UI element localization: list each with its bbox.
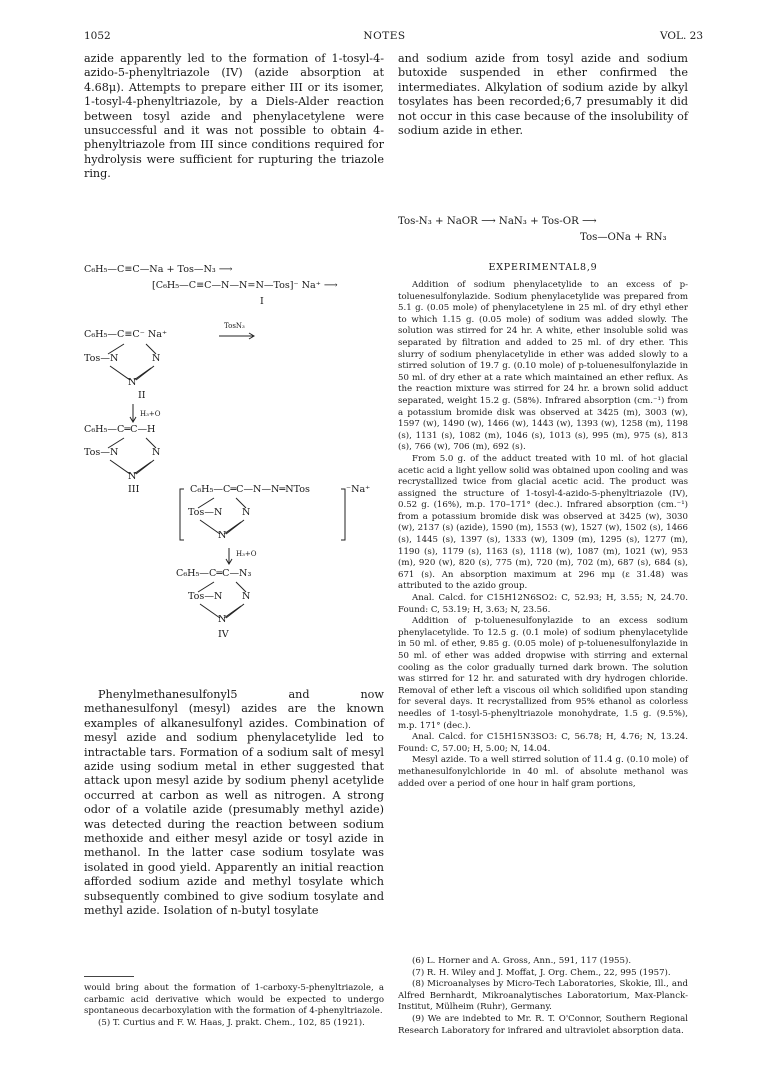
bracket-left <box>180 489 184 540</box>
right-footnotes <box>398 956 688 1037</box>
compound-label-i: I <box>260 296 264 307</box>
ring3-tos-n: Tos—N <box>84 447 119 458</box>
analysis-1: Anal. Calcd. for C15H12N6SO2: C, 52.93; H, 3.55; N, 24.70. Found: C, 53.19; H, 3.63; N, 23.56. <box>398 593 688 615</box>
left-intro <box>84 52 384 182</box>
footnote-rule <box>84 976 134 977</box>
compound-label-iii: III <box>128 484 140 495</box>
ring-b-bond-e <box>224 522 241 534</box>
reaction-scheme <box>84 262 384 667</box>
ring4-bond-c <box>200 604 220 618</box>
hydronium-reagent-1: H₃+O <box>140 410 161 418</box>
ring4-bond-d <box>226 604 244 618</box>
page-number: 1052 <box>84 30 111 42</box>
azido-phenyl-vinyl: C₆H₅—C═C—N₃ <box>176 568 252 579</box>
experimental-paragraph-4: Mesyl azide. To a well stirred solution of 11.4 g. (0.10 mole) of methanesulfonylchloride in 40 ml. of absolute methanol was added over a period of one hour in half gram portions, <box>398 755 688 789</box>
right-intro <box>398 52 688 138</box>
ring2-bond-c <box>110 366 130 380</box>
compound-label-ii: II <box>138 390 146 401</box>
tosn3-reagent: TosN₃ <box>224 322 245 330</box>
sodium-phenylacetylide: C₆H₅—C≡C⁻ Na⁺ <box>84 329 168 340</box>
ring2-bond-e <box>134 368 151 380</box>
mesyl-paragraph: Phenylmethanesulfonyl5 and now methanesulfonyl (mesyl) azides are the known examples of alkanesulfonyl azides. Combination of mesyl azide and sodium phenylacetylide led to intractable tars. Formation of a sodium salt of mesyl azide using sodium metal in ether suggested that attack upon mesyl azide by sodium phenyl acetylide occurred at carbon as well as nitrogen. A strong odor of a volatile azide (presumably methyl azide) was detected during the reaction between sodium methoxide and either mesyl azide or tosyl azide in methanol. In the latter case sodium tosylate was isolated in good yield. Apparently an initial reaction afforded sodium azide and methyl tosylate which subsequently combined to give sodium tosylate and methyl azide. Isolation of n-butyl tosylate <box>84 688 384 918</box>
ring2-n-bottom: N <box>128 377 137 388</box>
experimental-heading: EXPERIMENTAL8,9 <box>488 262 598 273</box>
footnote-9: (9) We are indebted to Mr. R. T. O'Connor, Southern Regional Research Laboratory for infrared and ultraviolet absorption data. <box>398 1013 688 1036</box>
ring-b-tos-n: Tos—N <box>188 507 223 518</box>
volume-label: VOL. 23 <box>659 30 703 42</box>
ring-b-n: N <box>242 507 251 518</box>
analysis-2: Anal. Calcd. for C15H15N3SO3: C, 56.78; H, 4.76; N, 13.24. Found: C, 57.00; H, 5.00; N, 14.04. <box>398 732 688 754</box>
ring-b-bond-d <box>226 520 244 534</box>
left-footnotes <box>84 970 384 1029</box>
footnote-6: (6) L. Horner and A. Gross, Ann., 591, 117 (1955). <box>412 956 632 966</box>
ring3-n: N <box>152 447 161 458</box>
left-intro-paragraph: azide apparently led to the formation of 1-tosyl-4-azido-5-phenyltriazole (IV) (azide absorption at 4.68μ). Attempts to prepare either III or its isomer, 1-tosyl-4-phenyltriazole, by a Diels-Alder reaction between tosyl azide and phenylacetylene were unsuccessful and it was not possible to obtain 4-phenyltriazole from III since conditions required for hydrolysis were sufficient for rupturing the triazole ring. <box>84 52 384 181</box>
bracket-charge: ⁻Na⁺ <box>346 484 371 495</box>
experimental-paragraph-1: Addition of sodium phenylacetylide to an excess of p-toluenesulfonylazide. Sodium phenylacetylide was prepared from 5.1 g. (0.05 mole) of phenylacetylene in 25 ml. of dry ethyl ether to which 1.15 g. (0.05 mole) of sodium was added slowly. The solution was stirred for 24 hr. A white, ether insoluble solid was separated by filtration and added to 25 ml. of dry ether. This slurry of sodium phenylacetylide in ether was added slowly to a stirred solution of 19.7 g. (0.10 mole) of p-toluenesulfonylazide in 50 ml. of dry ether at a rate which maintained an ether reflux. As the reaction mixture was stirred for 24 hr. a brown solid adduct separated, weight 15.2 g. (58%). Infrared absorption (cm.⁻¹) from a potassium bromide disk was observed at 3425 (m), 3003 (w), 1597 (w), 1490 (w), 1466 (w), 1443 (w), 1393 (w), 1258 (m), 1198 (s), 1131 (s), 1082 (m), 1046 (s), 1013 (s), 995 (m), 975 (s), 813 (s), 766 (w), 706 (m), 692 (s). <box>398 280 688 453</box>
equation-line-2: Tos—ONa + RN₃ <box>580 232 667 243</box>
hydronium-reagent-2: H₃+O <box>236 550 257 558</box>
ring4-n: N <box>242 591 251 602</box>
scheme-line-2: [C₆H₅—C≡C—N—N=N—Tos]⁻ Na⁺ ⟶ <box>152 280 338 291</box>
ring3-bond-e <box>134 462 151 474</box>
ring2-n: N <box>152 353 161 364</box>
bracket-right <box>341 489 345 540</box>
ring4-bond-e <box>224 606 241 618</box>
running-head: NOTES <box>363 30 406 42</box>
experimental-section <box>398 280 688 790</box>
scheme-line-1: C₆H₅—C≡C—Na + Tos—N₃ ⟶ <box>84 264 233 275</box>
footnote-8: (8) Microanalyses by Micro-Tech Laboratories, Skokie, Ill., and Alfred Bernhardt, Mikroanalytisches Laboratorium, Max-Planck-Institut, Mülheim (Ruhr), Germany. <box>398 979 688 1013</box>
ring4-tos-n: Tos—N <box>188 591 223 602</box>
footnote-5: (5) T. Curtius and F. W. Haas, J. prakt. Chem., 102, 85 (1921). <box>98 1017 365 1028</box>
equation-line-1: Tos-N₃ + NaOR ⟶ NaN₃ + Tos-OR ⟶ <box>398 216 597 227</box>
phenyl-vinyl-h: C₆H₅—C═C—H <box>84 424 156 435</box>
ring2-tos-n: Tos—N <box>84 353 119 364</box>
footnote-7: (7) R. H. Wiley and J. Moffat, J. Org. Chem., 22, 995 (1957). <box>412 967 671 978</box>
right-intro-paragraph: and sodium azide from tosyl azide and sodium butoxide suspended in ether confirmed the intermediates. Alkylation of sodium azide by alkyl tosylates has been recorded;6,7 presumably it did not occur in this case because of the insolubility of sodium azide in ether. <box>398 52 688 138</box>
ring3-n-bottom: N <box>128 471 137 482</box>
ring3-bond-c <box>110 460 130 474</box>
ring2-bond-d <box>136 366 154 380</box>
mesyl-section <box>84 688 384 919</box>
experimental-paragraph-3: Addition of p-toluenesulfonylazide to an excess sodium phenylacetylide. To 12.5 g. (0.1 mole) of sodium phenylacetylide in 50 ml. of ether, 9.85 g. (0.05 mole) of p-toluenesulfonylazide in 50 ml. of ether was added dropwise with stirring and external cooling as the color gradually turned dark brown. The solution was stirred for 12 hr. and saturated with dry hydrogen chloride. Removal of ether left a viscous oil which solidified upon standing for several days. It recrystallized from 95% ethanol as colorless needles of 1-tosyl-5-phenyltriazole monohydrate, 1.5 g. (9.5%), m.p. 171° (dec.). <box>398 616 688 731</box>
ring-b-n-bottom: N <box>218 530 227 541</box>
bracket-formula: C₆H₅—C═C—N—N═NTos <box>190 484 310 495</box>
ring3-bond-d <box>136 460 154 474</box>
ring4-n-bottom: N <box>218 614 227 625</box>
footnote-continued: would bring about the formation of 1-carboxy-5-phenyltriazole, a carbamic acid derivative which would be expected to undergo spontaneous decarboxylation with the formation of 4-phenyltriazole. <box>84 983 384 1017</box>
compound-label-iv: IV <box>218 629 229 640</box>
experimental-paragraph-2: From 5.0 g. of the adduct treated with 10 ml. of hot glacial acetic acid a light yellow solid was obtained upon cooling and was recrystallized twice from glacial acetic acid. The product was assigned the structure of 1-tosyl-4-azido-5-phenyltriazole (IV), 0.52 g. (16%), m.p. 170–171° (dec.). Infrared absorption (cm.⁻¹) from a potassium bromide disk was observed at 3425 (w), 3030 (w), 2137 (s) (azide), 1590 (m), 1553 (w), 1527 (w), 1502 (s), 1466 (s), 1445 (s), 1397 (s), 1333 (w), 1309 (m), 1295 (s), 1277 (m), 1190 (s), 1179 (s), 1163 (s), 1118 (w), 1087 (m), 1021 (w), 953 (m), 920 (w), 820 (s), 775 (m), 720 (m), 702 (m), 687 (s), 684 (s), 671 (s). An absorption maximum at 296 mμ (ε 31.48) was attributed to the azido group. <box>398 453 688 592</box>
ring-b-bond-c <box>200 520 220 534</box>
